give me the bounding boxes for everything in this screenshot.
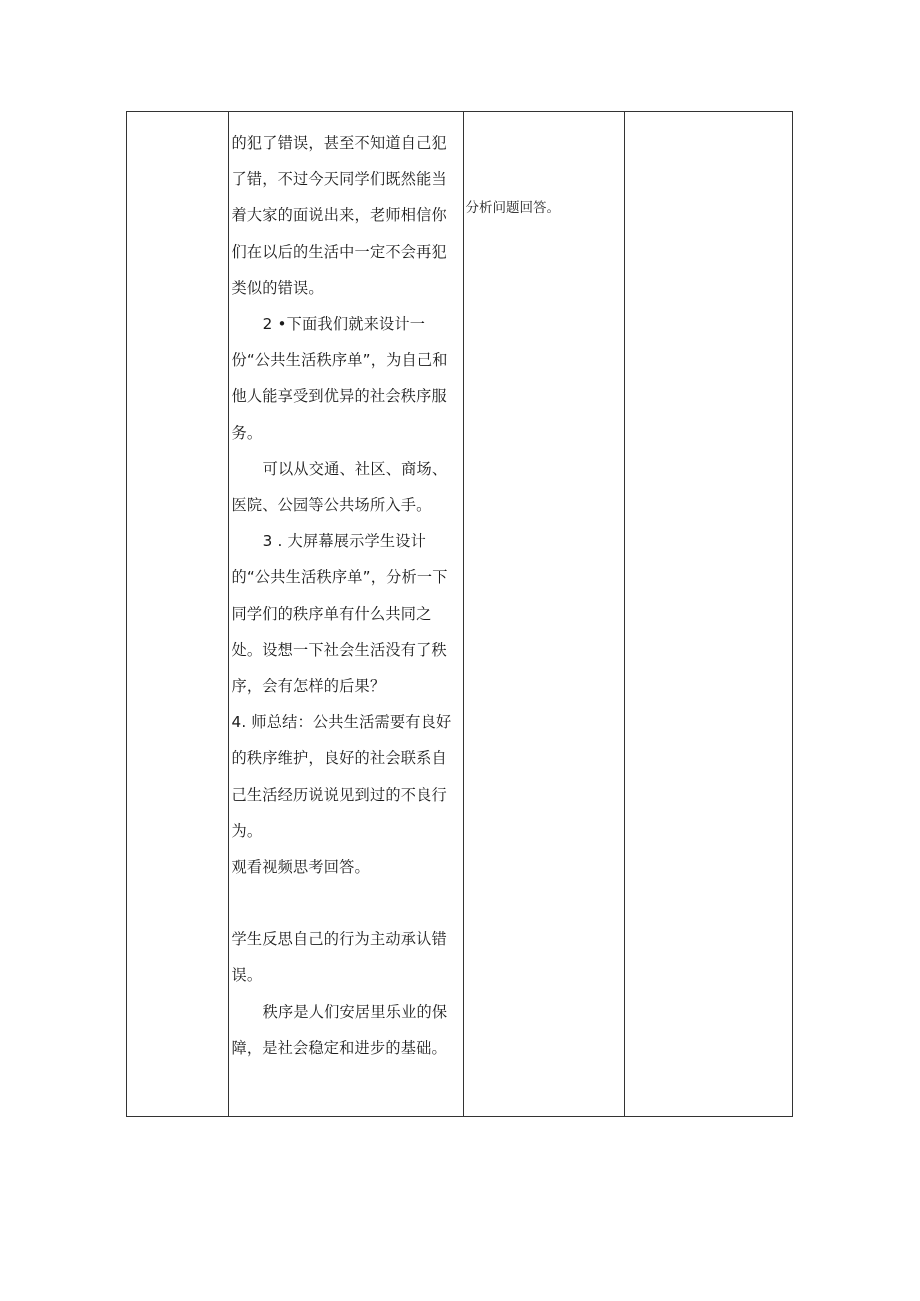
table-cell-student-activity <box>463 112 625 1117</box>
teaching-content <box>229 112 462 1066</box>
paragraph-design-order-list: 2 •下面我们就来设计一份“公共生活秩序单”，为自己和他人能享受到优异的社会秩序服务。 <box>231 315 448 442</box>
table-cell-empty-right <box>625 112 793 1117</box>
spacer <box>231 885 460 921</box>
table-cell-empty-left <box>127 112 229 1117</box>
paragraph-watch-video: 观看视频思考回答。 <box>231 858 370 877</box>
paragraph-screen-display: 3 . 大屏幕展示学生设计的“公共生活秩序单”，分析一下同学们的秩序单有什么共同之处。设想一下社会生活没有了秩序，会有怎样的后果？ <box>231 532 448 696</box>
lesson-table <box>126 111 793 1117</box>
paragraph-teacher-summary: 4. 师总结：公共生活需要有良好的秩序维护，良好的社会联系自己生活经历说说见到过的不良行为。 <box>231 713 452 840</box>
paragraph-order-importance: 秩序是人们安居里乐业的保障，是社会稳定和进步的基础。 <box>231 1002 448 1057</box>
table-row <box>127 112 793 1117</box>
paragraph-public-places: 可以从交通、社区、商场、医院、公园等公共场所入手。 <box>231 459 448 515</box>
paragraph-student-reflection: 学生反思自己的行为主动承认错误。 <box>231 930 447 985</box>
paragraph-mistake: 的犯了错误，甚至不知道自己犯了错，不过今天同学们既然能当着大家的面说出来，老师相信你们在以后的生活中一定不会再犯类似的错误。 <box>231 134 447 297</box>
table-cell-teaching-content <box>229 112 463 1117</box>
student-activity-text: 分析问题回答。 <box>465 200 560 216</box>
